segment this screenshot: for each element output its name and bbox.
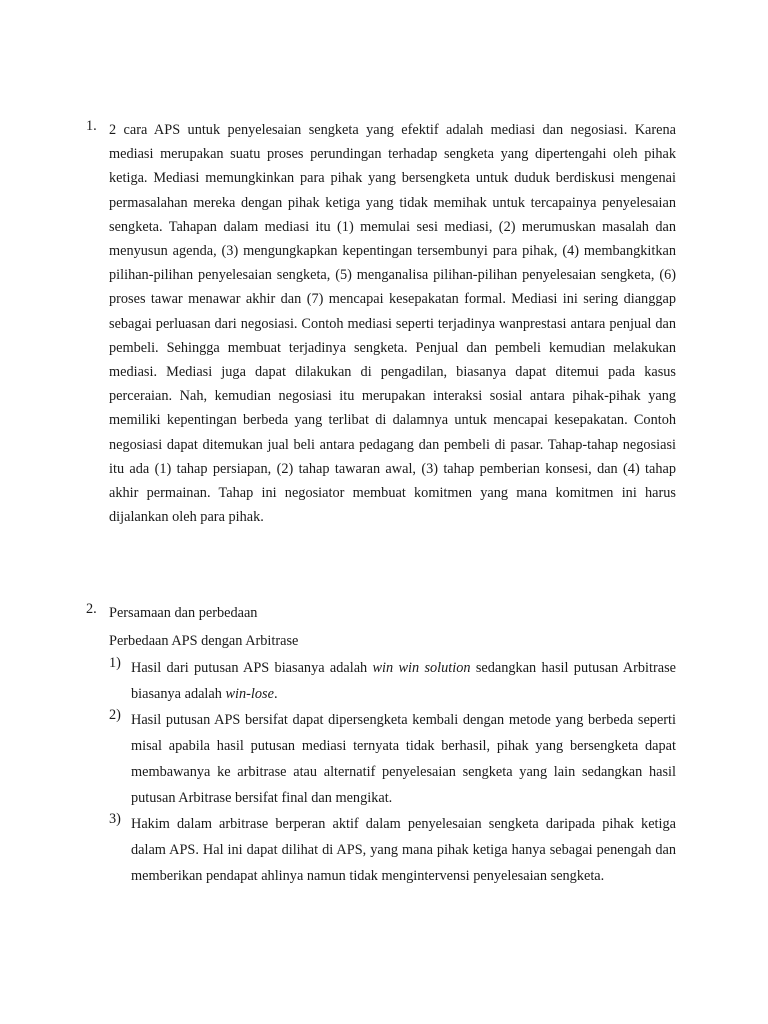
list-number: 1. — [86, 118, 97, 134]
paragraph-mediasi-negosiasi: 2 cara APS untuk penyelesaian sengketa yang efektif adalah mediasi dan negosiasi. Karena mediasi merupakan suatu proses perundingan terhadap sengketa yang dipertengahi oleh pihak ketiga. Mediasi memungkinkan para pihak yang bersengketa untuk duduk berdiskusi mengenai permasalahan mereka dengan pihak ketiga yang tidak memihak untuk tercapainya penyelesaian sengketa. Tahapan dalam mediasi itu (1) memulai sesi mediasi, (2) merumuskan masalah dan menyusun agenda, (3) mengungkapkan kepentingan tersembunyi para pihak, (4) membangkitkan pilihan-pilihan penyelesaian sengketa, (5) menganalisa pilihan-pilihan penyelesaian sengketa, (6) proses tawar menawar akhir dan (7) mencapai kesepakatan formal. Mediasi ini sering dianggap sebagai perluasan dari negosiasi. Contoh mediasi seperti terjadinya wanprestasi antara penjual dan pembeli. Sehingga membuat terjadinya sengketa. Penjual dan pembeli kemudian melakukan mediasi. Mediasi juga dapat dilakukan di pengadilan, biasanya dapat ditemui pada kasus perceraian. Nah, kemudian negosiasi itu merupakan interaksi sosial antara pihak-pihak yang memiliki kepentingan berbeda yang terlibat di dalamnya untuk mencapai kesepakatan. Contoh negosiasi dapat ditemukan jual beli antara pedagang dan pembeli di pasar. Tahap-tahap negosiasi itu ada (1) tahap persiapan, (2) tahap tawaran awal, (3) tahap pemberian konsesi, dan (4) tahap akhir permainan. Tahap ini negosiator membuat komitmen yang mana komitmen ini harus dijalankan oleh para pihak. — [109, 122, 676, 526]
sub-item-text: Hakim dalam arbitrase berperan aktif dalam penyelesaian sengketa daripada pihak ketiga dalam APS. Hal ini dapat dilihat di APS, yang mana pihak ketiga hanya sebagai penengah dan memberikan pendapat ahlinya namun tidak mengintervensi penyelesaian sengketa. — [131, 816, 676, 885]
text-segment: . — [273, 686, 278, 703]
text-segment: Hasil dari putusan APS biasanya adalah — [131, 660, 373, 677]
section-subheading: Perbedaan APS dengan Arbitrase — [109, 633, 299, 650]
italic-term: win-lose — [225, 686, 274, 703]
sub-item-3 — [86, 811, 676, 889]
sub-item-1 — [86, 655, 676, 707]
sub-item-number: 2) — [109, 707, 121, 724]
sub-item-text: Hasil putusan APS bersifat dapat dipersengketa kembali dengan metode yang berbeda seperti misal apabila hasil putusan mediasi ternyata tidak berhasil, pihak yang bersengketa dapat membawanya ke arbitrase atau alternatif penyelesaian sengketa yang lain sedangkan hasil putusan Arbitrase bersifat final dan mengikat. — [131, 712, 676, 807]
list-item-2 — [86, 601, 676, 889]
section-heading: Persamaan dan perbedaan — [109, 605, 258, 621]
sub-item-number: 1) — [109, 655, 121, 672]
sub-item-number: 3) — [109, 811, 121, 828]
text-segment: sedangkan hasil putusan Arbitrase biasanya adalah — [131, 660, 676, 703]
italic-term: win win solution — [372, 660, 471, 677]
list-item-1 — [86, 118, 676, 529]
sub-item-text — [131, 655, 676, 707]
sub-item-2 — [86, 707, 676, 811]
list-number: 2. — [86, 601, 97, 617]
